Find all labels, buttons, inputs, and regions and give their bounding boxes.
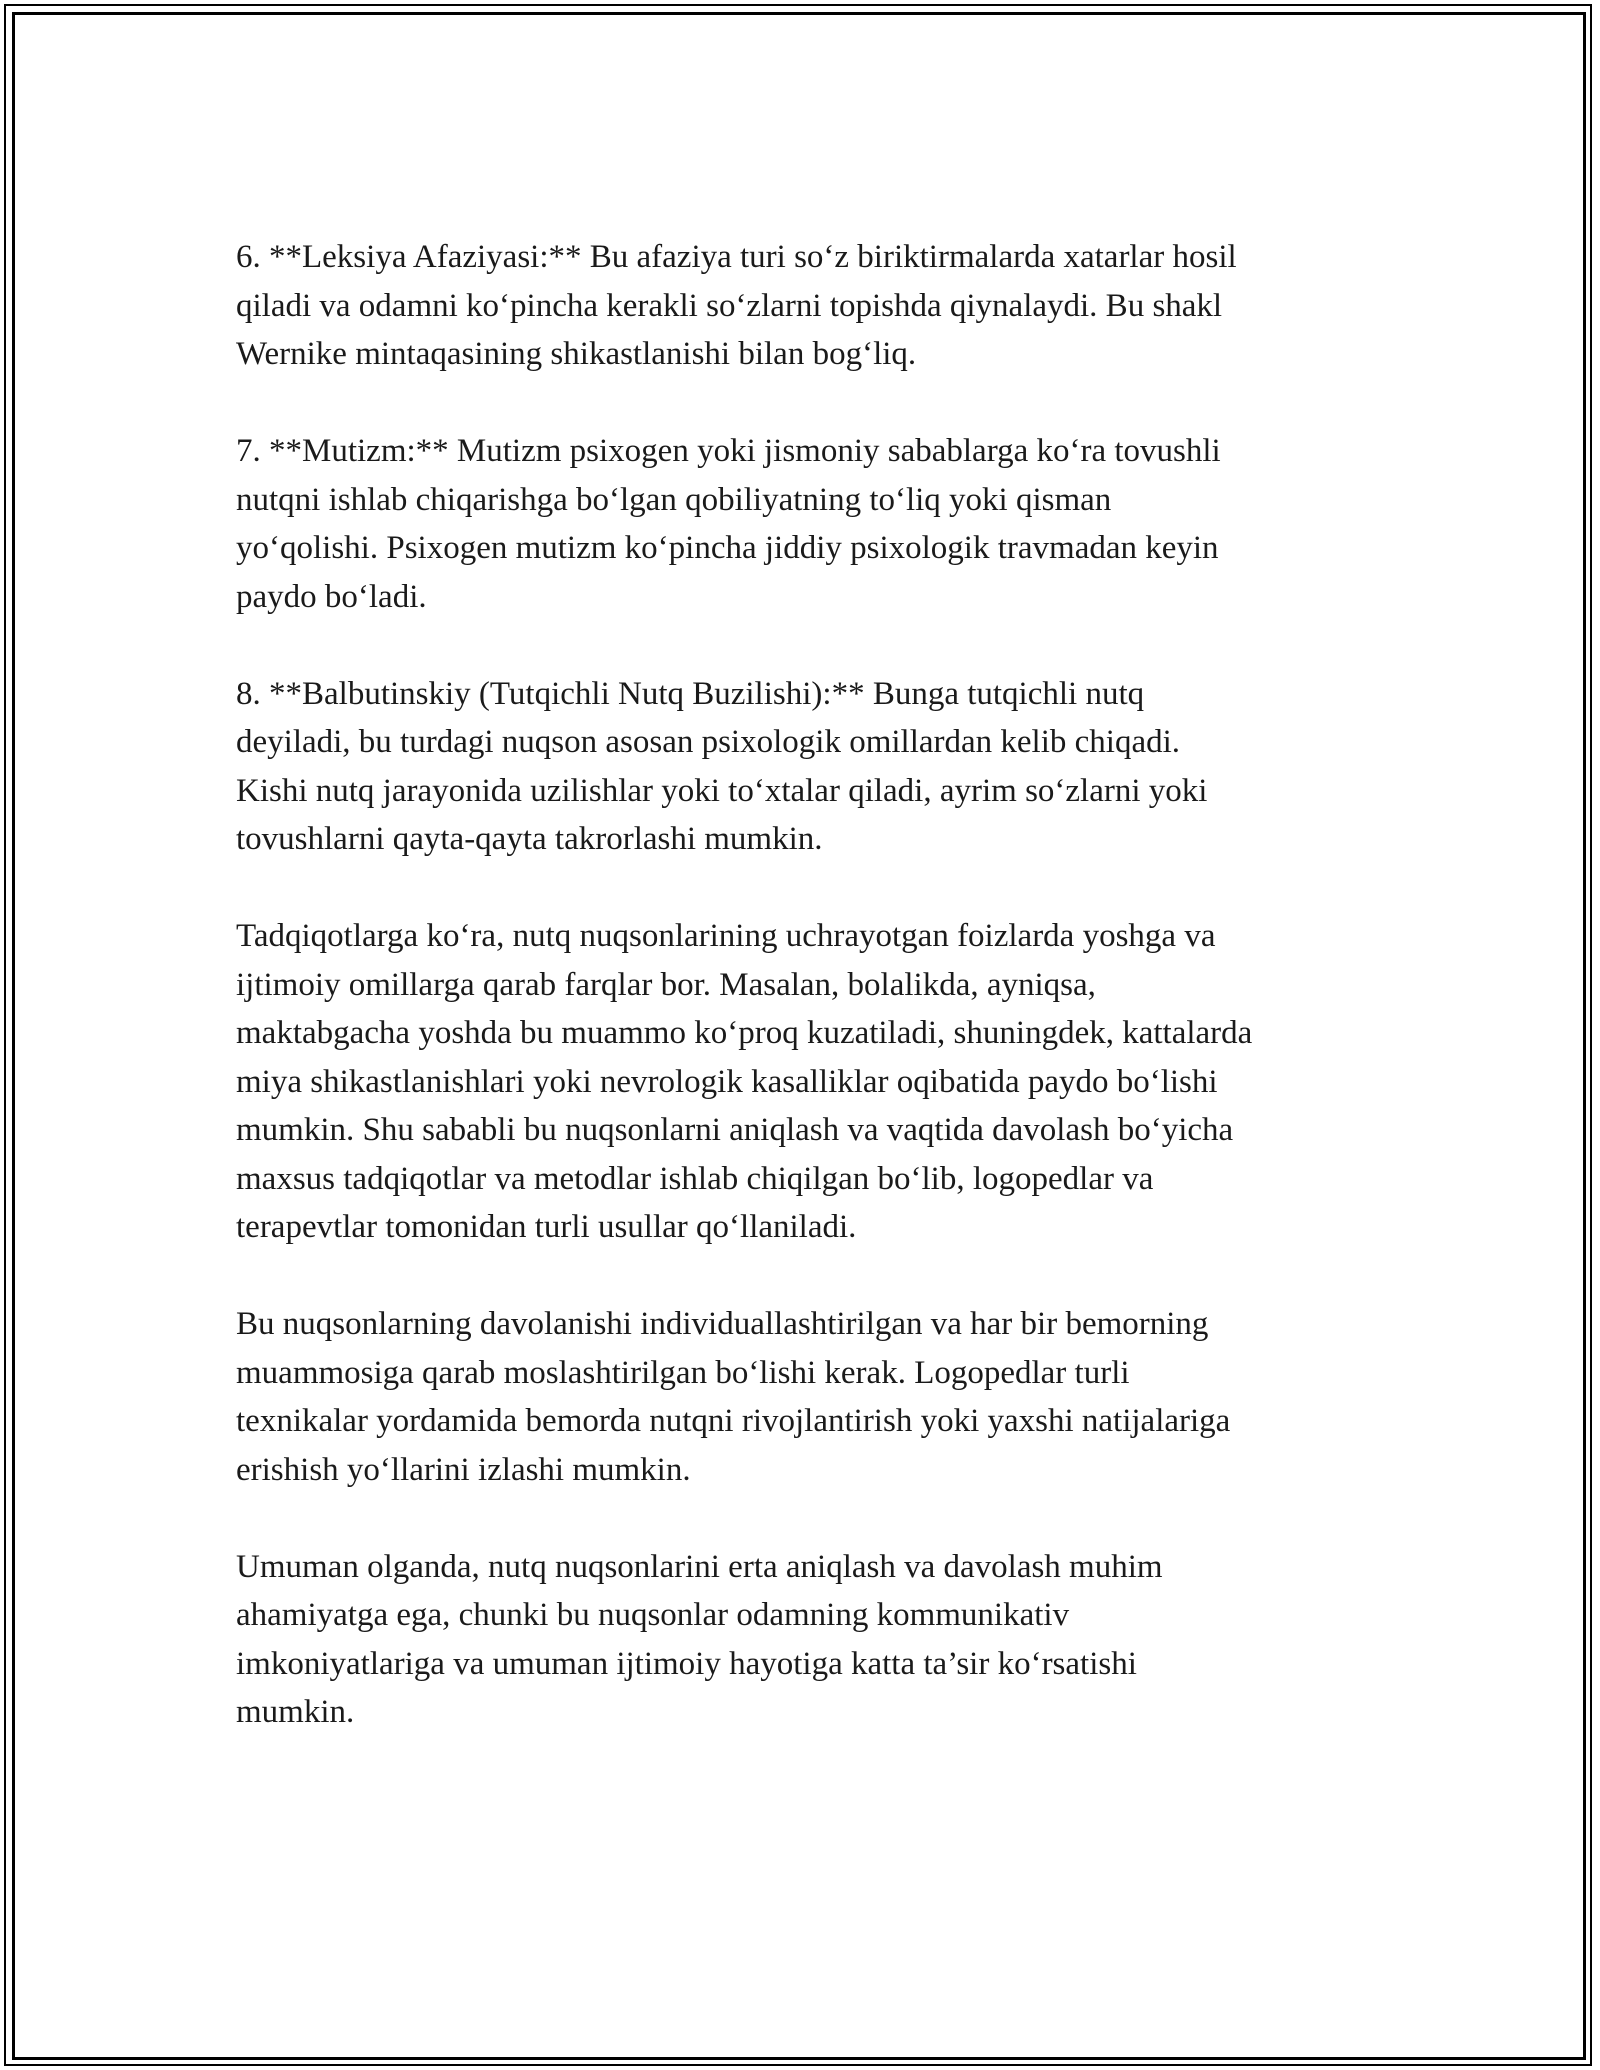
text-line: mumkin. Shu sababli bu nuqsonlarni aniqlash va vaqtida davolash bo‘yicha (236, 1112, 1234, 1148)
text-line: qiladi va odamni ko‘pincha kerakli so‘zlarni topishda qiynalaydi. Bu shakl (236, 287, 1223, 324)
text-line: maktabgacha yoshda bu muammo ko‘proq kuzatiladi, shuningdek, kattalarda (236, 1015, 1253, 1051)
text-line: mumkin. (236, 1694, 355, 1730)
text-line: miya shikastlanishlari yoki nevrologik kasalliklar oqibatida paydo bo‘lishi (236, 1063, 1218, 1100)
text-line: Kishi nutq jarayonida uzilishlar yoki to‘xtalar qiladi, ayrim so‘zlarni yoki (236, 772, 1208, 809)
text-line: yo‘qolishi. Psixogen mutizm ko‘pincha jiddiy psixologik travmadan keyin (236, 530, 1219, 566)
text-line: Tadqiqotlarga ko‘ra, nutq nuqsonlarining uchrayotgan foizlarda yoshga va (236, 918, 1216, 954)
paragraph-leksiya-afaziyasi (236, 233, 1406, 379)
text-line: 7. **Mutizm:** Mutizm psixogen yoki jismoniy sabablarga ko‘ra tovushli (236, 433, 1221, 469)
text-line: nutqni ishlab chiqarishga bo‘lgan qobiliyatning to‘liq yoki qisman (236, 481, 1112, 518)
text-line: maxsus tadqiqotlar va metodlar ishlab chiqilgan bo‘lib, logopedlar va (236, 1160, 1154, 1197)
paragraph-xulosa (236, 1543, 1406, 1737)
text-line: 6. **Leksiya Afaziyasi:** Bu afaziya turi so‘z biriktirmalarda xatarlar hosil (236, 239, 1237, 275)
text-line: paydo bo‘ladi. (236, 578, 427, 615)
text-line: Bu nuqsonlarning davolanishi individuallashtirilgan va har bir bemorning (236, 1306, 1209, 1342)
text-line: imkoniyatlariga va umuman ijtimoiy hayotiga katta ta’sir ko‘rsatishi (236, 1645, 1137, 1682)
text-line: Umuman olganda, nutq nuqsonlarini erta aniqlash va davolash muhim (236, 1548, 1163, 1585)
text-line: tovushlarni qayta-qayta takrorlashi mumkin. (236, 821, 823, 857)
text-line: erishish yo‘llarini izlashi mumkin. (236, 1451, 691, 1488)
text-line: texnikalar yordamida bemorda nutqni rivojlantirish yoki yaxshi natijalariga (236, 1403, 1231, 1439)
paragraph-balbutinskiy (236, 670, 1406, 864)
text-line: deyiladi, bu turdagi nuqson asosan psixologik omillardan kelib chiqadi. (236, 724, 1181, 760)
text-line: terapevtlar tomonidan turli usullar qo‘llaniladi. (236, 1209, 857, 1245)
paragraph-davolanishi (236, 1300, 1406, 1494)
text-line: ahamiyatga ega, chunki bu nuqsonlar odamning kommunikativ (236, 1597, 1070, 1633)
document-body (236, 233, 1406, 1737)
text-line: Wernike mintaqasining shikastlanishi bilan bog‘liq. (236, 336, 917, 372)
text-line: muammosiga qarab moslashtirilgan bo‘lishi kerak. Logopedlar turli (236, 1354, 1130, 1391)
paragraph-mutizm (236, 427, 1406, 621)
text-line: ijtimoiy omillarga qarab farqlar bor. Masalan, bolalikda, ayniqsa, (236, 966, 1096, 1003)
text-line: 8. **Balbutinskiy (Tutqichli Nutq Buzilishi):** Bunga tutqichli nutq (236, 675, 1145, 712)
paragraph-tadqiqotlar (236, 912, 1406, 1252)
